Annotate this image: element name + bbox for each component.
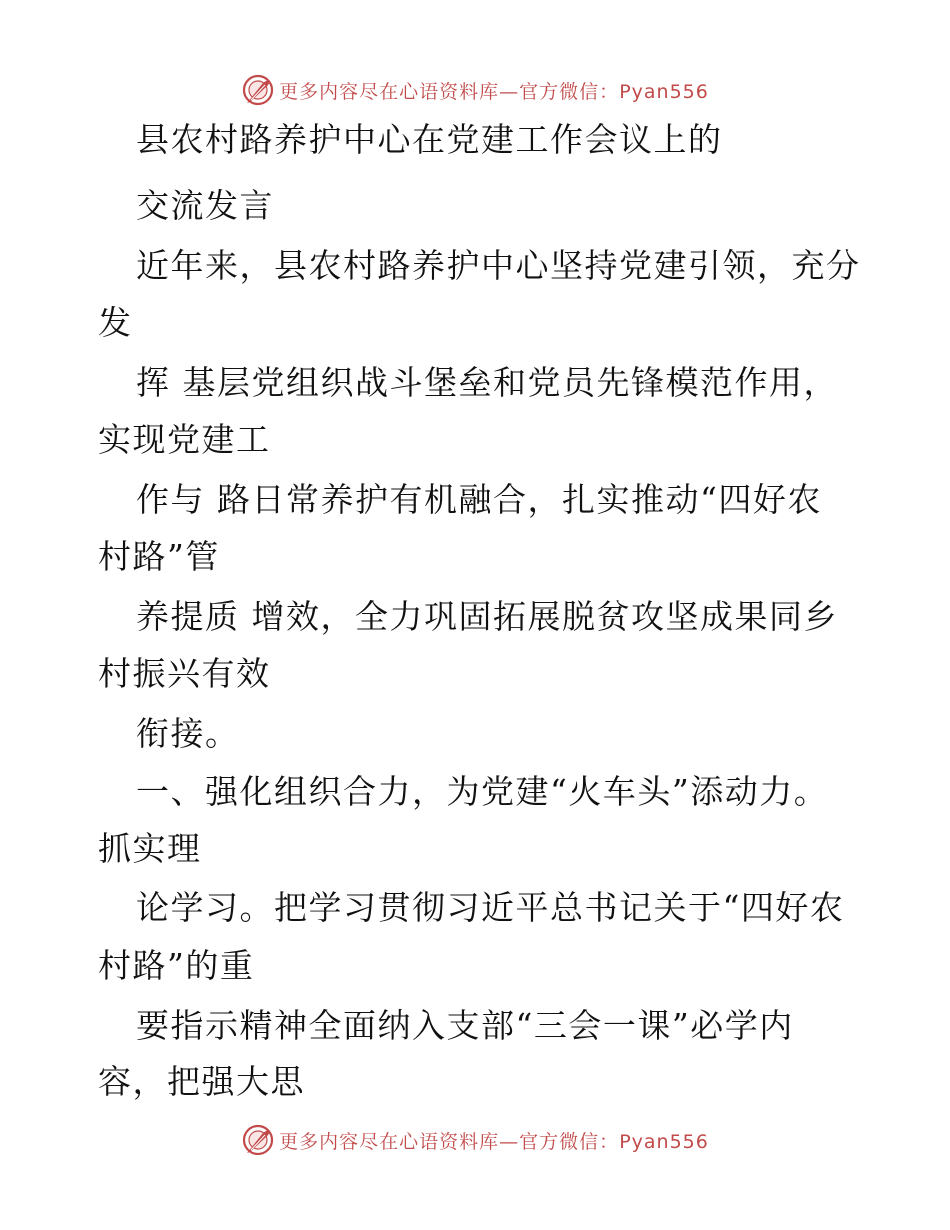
paragraph-line: 村路”的重 (98, 946, 255, 985)
footer-wechat-id: Pyan556 (619, 1130, 709, 1153)
paragraph-line: 论学习。把学习贯彻习近平总书记关于“四好农 (136, 888, 845, 927)
paragraph-line: 挥 基层党组织战斗堡垒和党员先锋模范作用， (136, 363, 838, 402)
paragraph-line: 要指示精神全面纳入支部“三会一课”必学内 (136, 1006, 794, 1045)
paragraph-line: 实现党建工 (98, 420, 271, 459)
header-brand-text: 更多内容尽在心语资料库 (279, 80, 500, 103)
footer-brand-text: 更多内容尽在心语资料库 (279, 1130, 500, 1153)
document-title-line-2: 交流发言 (136, 186, 274, 225)
header-watermark-text (279, 77, 709, 104)
paragraph-line: 衔接。 (136, 714, 240, 753)
header-separator: — (499, 80, 520, 103)
feather-pen-logo-icon (241, 73, 275, 107)
footer-watermark-text (279, 1127, 709, 1154)
footer-separator: — (499, 1130, 520, 1153)
paragraph-line: 村振兴有效 (98, 654, 271, 693)
paragraph-line: 作与 路日常养护有机融合，扎实推动“四好农 (136, 480, 822, 519)
paragraph-line: 发 (98, 303, 133, 342)
paragraph-line: 养提质 增效，全力巩固拓展脱贫攻坚成果同乡 (136, 597, 838, 636)
paragraph-line: 近年来，县农村路养护中心坚持党建引领，充分 (136, 246, 861, 285)
document-title-line-1: 县农村路养护中心在党建工作会议上的 (136, 120, 723, 159)
paragraph-line: 容，把强大思 (98, 1062, 305, 1101)
header-wechat-label: 官方微信： (519, 80, 620, 103)
header-wechat-id: Pyan556 (619, 80, 709, 103)
feather-pen-logo-icon (241, 1123, 275, 1157)
footer-wechat-label: 官方微信： (519, 1130, 620, 1153)
paragraph-line: 抓实理 (98, 829, 202, 868)
footer-watermark-banner (0, 1120, 950, 1160)
paragraph-line: 村路”管 (98, 537, 220, 576)
section-heading-line: 一、强化组织合力，为党建“火车头”添动力。 (136, 772, 829, 811)
header-watermark-banner (0, 70, 950, 110)
